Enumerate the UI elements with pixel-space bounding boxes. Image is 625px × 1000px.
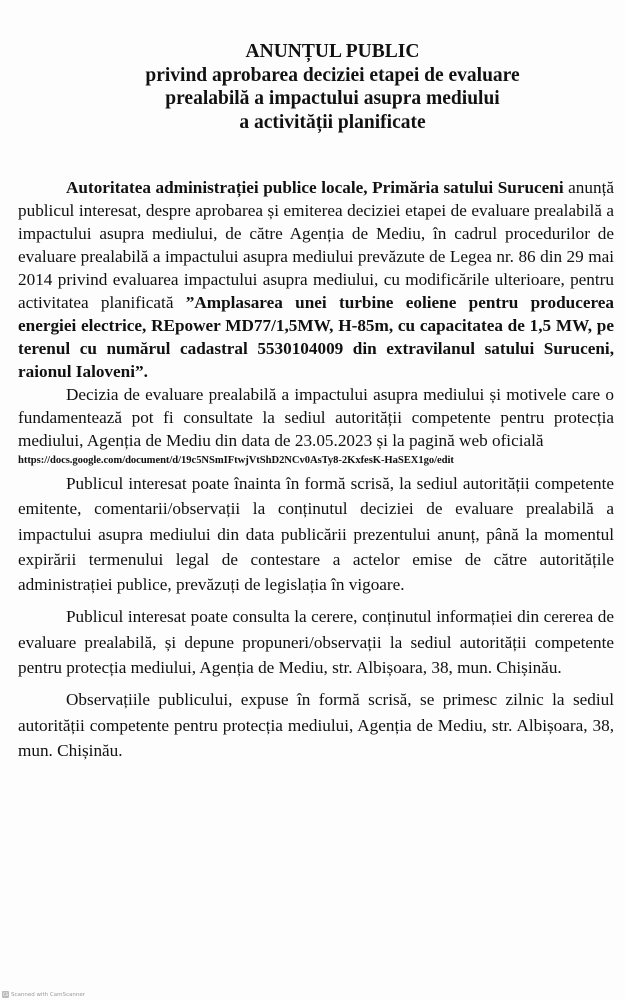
title-line-2: privind aprobarea deciziei etapei de evaluare <box>145 64 520 86</box>
title-line-3: prealabilă a impactului asupra mediului <box>165 88 500 109</box>
paragraph-public-comments: Publicul interesat poate înainta în formă scrisă, la sediul autorității competente emitente, comentarii/observații la conținutul deciziei de evaluare prealabilă a impactului asupra mediului din data publicării prezentului anunț, până la momentul expirării termenului legal de contestare a actelor emise de către autoritățile administrației publice, prevăzuți de legislația în vigoare. <box>18 474 614 595</box>
planned-activity-name: ”Amplasarea unei turbine eoliene pentru producerea energiei electrice, REpower MD77/1,5MW, H-85m, cu capacitatea de 1,5 MW, pe terenul cu numărul cadastral 5530104009 din extravilanul satului Suruceni, raionul Ialoveni”. <box>18 293 614 381</box>
title-line-4: a activității planificate <box>239 111 426 133</box>
camscanner-icon: CS <box>2 992 9 997</box>
paragraph-public-consultation: Publicul interesat poate consulta la cerere, conținutul informației din cererea de evaluare prealabilă, și depune propuneri/observații la sediul autorității competente pentru protecția mediului, Agenția de Mediu, str. Albișoara, 38, mun. Chișinău. <box>18 607 614 678</box>
scanner-label: Scanned with CamScanner <box>11 991 85 998</box>
paragraph-decision-announcement <box>18 176 614 383</box>
title-line-1: ANUNȚUL PUBLIC <box>245 41 420 62</box>
paragraph-1-text: anunță publicul interesat, despre aprobarea și emiterea deciziei etapei de evaluare prealabilă a impactului asupra mediului, de către Agenția de Mediu, în cadrul procedurilor de evaluare prealabilă a impactului asupra mediului prevăzute de Legea nr. 86 din 29 mai 2014 privind evaluarea impactului asupra mediului, cu modificările ulterioare, pentru activitatea planificată <box>18 178 614 312</box>
authority-name: Autoritatea administrației publice locale, Primăria satului Suruceni <box>66 178 564 197</box>
scanner-watermark <box>2 991 85 998</box>
paragraph-decision-consultation: Decizia de evaluare prealabilă a impactului asupra mediului și motivele care o fundamentează pot fi consultate la sediul autorității competente pentru protecția mediului, Agenția de Mediu din data de 23.05.2023 și la pagină web oficială <box>18 385 614 450</box>
announcement-title <box>60 40 605 134</box>
announcement-body <box>18 176 614 763</box>
paragraph-public-observations: Observațiile publicului, expuse în formă scrisă, se primesc zilnic la sediul autorității competente pentru protecția mediului, Agenția de Mediu, str. Albișoara, 38, mun. Chișinău. <box>18 690 614 760</box>
official-web-link[interactable]: https://docs.google.com/document/d/19c5NSmIFtwjVtShD2NCv0AsTy8-2KxfesK-HaSEX1go/edit <box>18 455 454 466</box>
